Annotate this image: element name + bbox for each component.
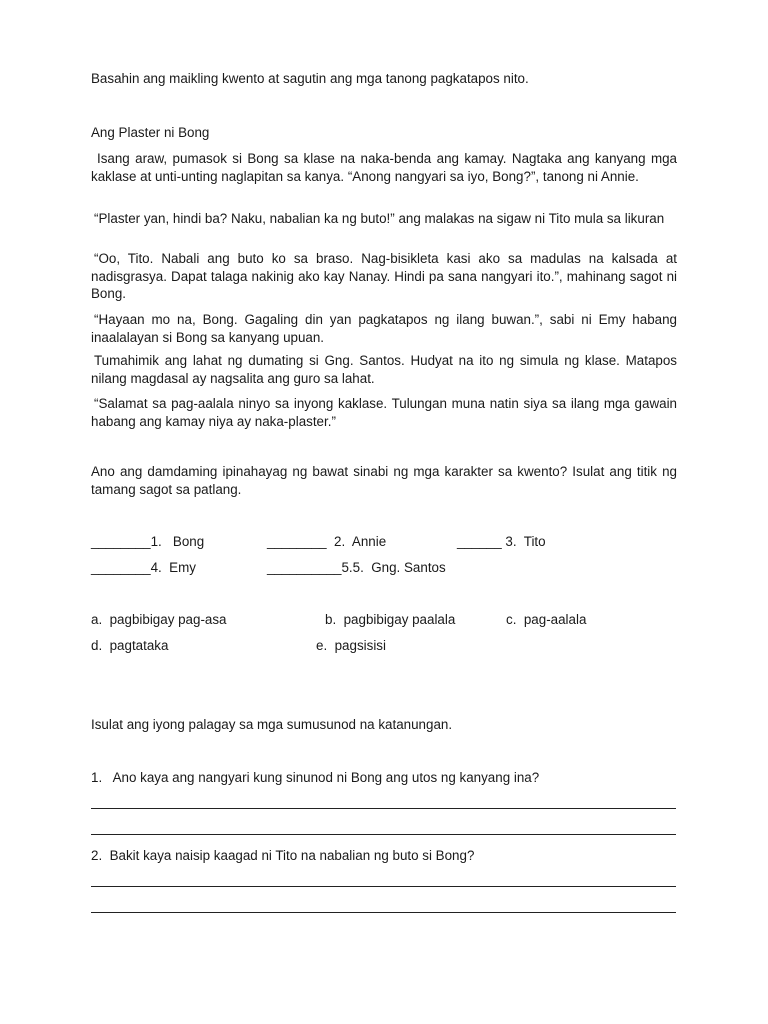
story-paragraph-5: Tumahimik ang lahat ng dumating si Gng. Santos. Hudyat na ito ng simula ng klase. Matapos nilang magdasal ay nagsalita ang guro sa lahat.	[91, 353, 677, 386]
instructions: Basahin ang maikling kwento at sagutin ang mga tanong pagkatapos nito.	[91, 71, 529, 86]
answer-item-annie: ________ 2. Annie	[267, 534, 387, 549]
answer-item-tito: ______ 3. Tito	[457, 534, 546, 549]
answer-line	[91, 808, 676, 809]
answer-line	[91, 912, 676, 913]
story-paragraph-2: “Plaster yan, hindi ba? Naku, nabalian ka ng buto!” ang malakas na sigaw ni Tito mula sa likuran	[94, 211, 665, 226]
story-paragraph-4: “Hayaan mo na, Bong. Gagaling din yan pagkatapos ng ilang buwan.”, sabi ni Emy habang inaalalayan si Bong sa kanyang upuan.	[91, 312, 677, 345]
open-question-2: 2. Bakit kaya naisip kaagad ni Tito na nabalian ng buto si Bong?	[91, 848, 475, 863]
story-paragraph-3: “Oo, Tito. Nabali ang buto ko sa braso. Nag-bisikleta kasi ako sa madulas na kalsada at nadisgrasya. Dapat talaga nakinig ako kay Nanay. Hindi pa sana nangyari ito.”, mahinang sagot ni Bong.	[91, 251, 677, 301]
choice-d: d. pagtataka	[91, 638, 169, 653]
answer-line	[91, 834, 676, 835]
answer-item-gng-santos: __________5.5. Gng. Santos	[267, 560, 446, 575]
open-question-1: 1. Ano kaya ang nangyari kung sinunod ni Bong ang utos ng kanyang ina?	[91, 770, 540, 785]
answer-line	[91, 886, 676, 887]
choice-e: e. pagsisisi	[316, 638, 386, 653]
story-title: Ang Plaster ni Bong	[91, 125, 210, 140]
choice-b: b. pagbibigay paalala	[325, 612, 456, 627]
story-paragraph-6: “Salamat sa pag-aalala ninyo sa inyong kaklase. Tulungan muna natin siya sa ilang mga gawain habang ang kamay niya ay naka-plaster.”	[91, 396, 677, 429]
part1-question: Ano ang damdaming ipinahayag ng bawat sinabi ng mga karakter sa kwento? Isulat ang titik ng tamang sagot sa patlang.	[91, 464, 677, 497]
answer-item-emy: ________4. Emy	[91, 560, 196, 575]
part2-instruction: Isulat ang iyong palagay sa mga sumusunod na katanungan.	[91, 717, 453, 732]
choice-c: c. pag-aalala	[506, 612, 587, 627]
choice-a: a. pagbibigay pag-asa	[91, 612, 227, 627]
story-paragraph-1: Isang araw, pumasok si Bong sa klase na naka-benda ang kamay. Nagtaka ang kanyang mga kaklase at unti-unting naglapitan sa kanya. “Anong nangyari sa iyo, Bong?”, tanong ni Annie.	[91, 151, 677, 184]
answer-item-bong: ________1. Bong	[91, 534, 205, 549]
